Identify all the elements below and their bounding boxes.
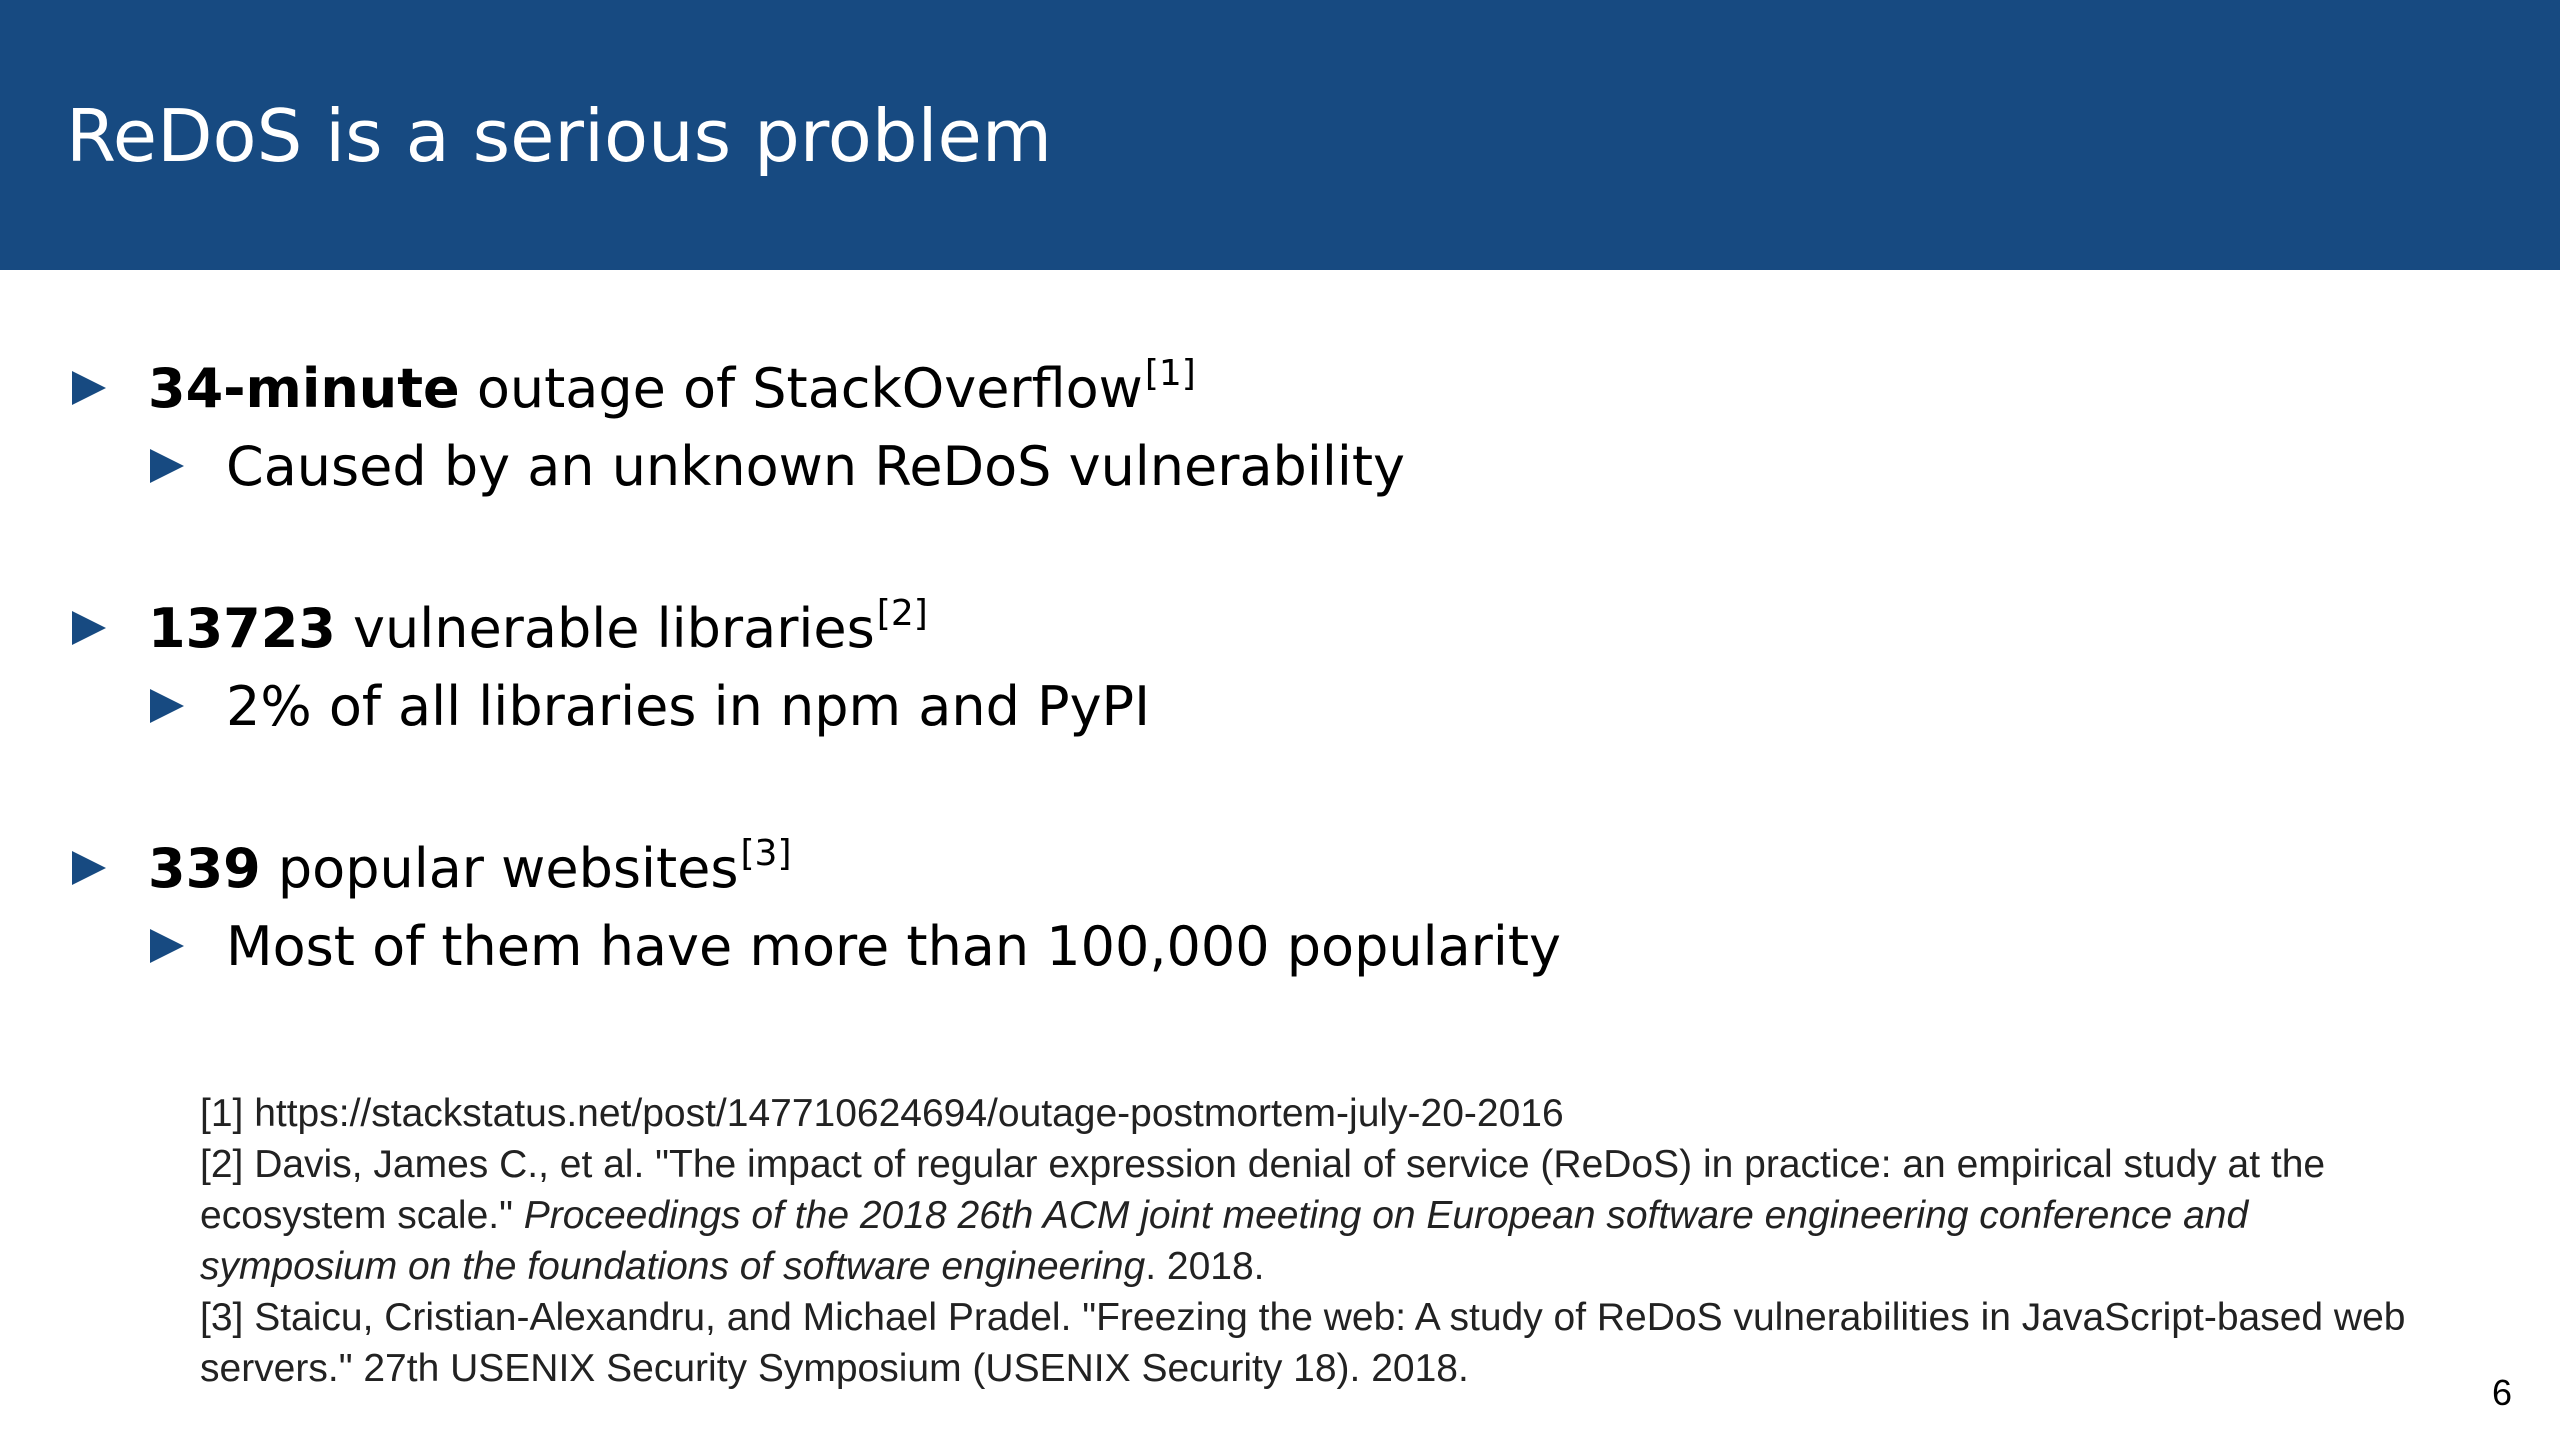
- bullet-text: [148, 832, 792, 900]
- bullet-text: [148, 352, 1196, 420]
- reference-year: . 2018.: [1145, 1245, 1265, 1288]
- triangle-bullet-icon: [72, 851, 106, 885]
- reference-item: [200, 1139, 2420, 1292]
- sub-bullet-text: 2% of all libraries in npm and PyPI: [226, 674, 1151, 738]
- reference-venue: Proceedings of the 2018 26th ACM joint meeting on European software engineering conference and symposium on the foundations of software engineering: [200, 1194, 2249, 1288]
- bullet-reference: [2]: [876, 592, 928, 634]
- triangle-bullet-icon: [150, 929, 184, 963]
- sub-bullet-text: Caused by an unknown ReDoS vulnerability: [226, 434, 1405, 498]
- page-number: 6: [2491, 1372, 2512, 1413]
- bullet-highlight: 13723: [148, 596, 336, 660]
- bullet-item: [72, 832, 792, 904]
- bullet-highlight: 339: [148, 836, 261, 900]
- triangle-bullet-icon: [72, 611, 106, 645]
- triangle-bullet-icon: [72, 371, 106, 405]
- sub-bullet-text: Most of them have more than 100,000 popularity: [226, 914, 1561, 978]
- bullet-item: [72, 352, 1196, 424]
- reference-item: [200, 1292, 2420, 1394]
- reference-item: [200, 1088, 2420, 1139]
- triangle-bullet-icon: [150, 689, 184, 723]
- bullet-label: popular websites: [260, 836, 739, 900]
- bullet-item: [72, 592, 928, 664]
- bullet-highlight: 34-minute: [148, 356, 460, 420]
- sub-bullet-item: [150, 430, 1405, 502]
- sub-bullet-item: [150, 670, 1150, 742]
- bullet-label: outage of StackOverflow: [459, 356, 1143, 420]
- bullet-reference: [1]: [1144, 352, 1196, 394]
- slide-title: ReDoS is a serious problem: [66, 94, 1052, 178]
- bullet-label: vulnerable libraries: [335, 596, 875, 660]
- references: [200, 1088, 2420, 1394]
- reference-text: [1] https://stackstatus.net/post/147710624694/outage-postmortem-july-20-2016: [200, 1092, 1564, 1135]
- reference-text: [2] Davis, James C., et al. "The impact of regular expression denial of service (ReDoS) in practice: an empirical study at the ecosystem scale.": [200, 1143, 2326, 1237]
- sub-bullet-item: [150, 910, 1561, 982]
- bullet-reference: [3]: [740, 832, 792, 874]
- bullet-text: [148, 592, 928, 660]
- triangle-bullet-icon: [150, 449, 184, 483]
- reference-text: [3] Staicu, Cristian-Alexandru, and Michael Pradel. "Freezing the web: A study of ReDoS vulnerabilities in JavaScript-based web servers." 27th USENIX Security Symposium (USENIX Security 18). 2018.: [200, 1296, 2406, 1390]
